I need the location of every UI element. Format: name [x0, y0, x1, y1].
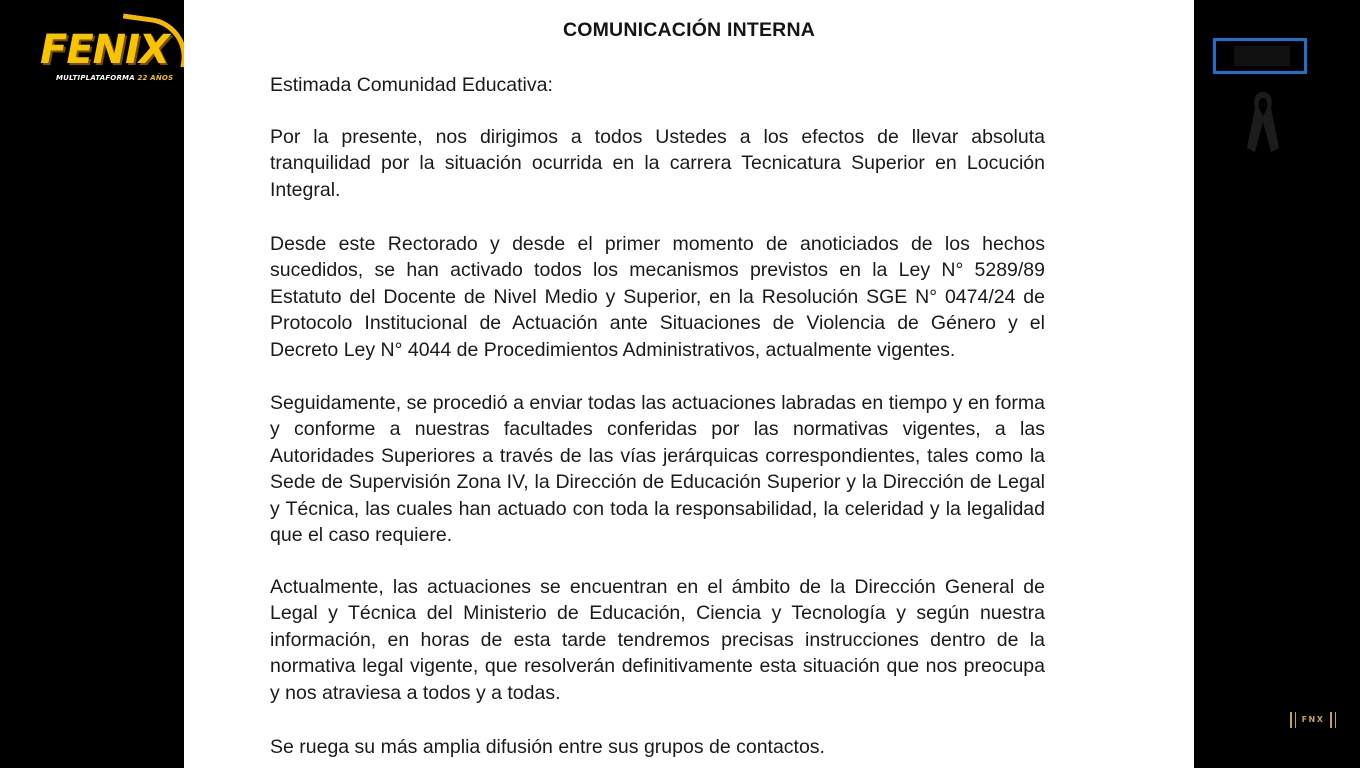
logo-word: FENIX — [40, 27, 169, 73]
document-page — [184, 0, 1194, 768]
logo-subtitle-text: MULTIPLATAFORMA — [56, 74, 135, 82]
watermark-text: FNX — [1301, 715, 1325, 724]
overlay-box-fill — [1234, 46, 1290, 66]
document-title: COMUNICACIÓN INTERNA — [562, 19, 816, 41]
document-paragraph: Por la presente, nos dirigimos a todos Ustedes a los efectos de llevar absoluta tranquilidad por la situación ocurrida en la carrera Tecnicatura Superior en Locución Integral. — [270, 126, 1045, 201]
overlay-box — [1213, 38, 1307, 74]
document-paragraph: Actualmente, las actuaciones se encuentran en el ámbito de la Dirección General de Legal y Técnica del Ministerio de Educación, Ciencia y Tecnología y según nuestra información, en horas de esta tarde tendremos precisas instrucciones dentro de la normativa legal vigente, que resolverán definitivamente esta situación que nos preocupa y nos atraviesa a todos y a todas. — [270, 576, 1045, 704]
logo-years: 22 AÑOS — [137, 74, 174, 82]
watermark-bars-right-icon — [1330, 712, 1336, 728]
logo-subtitle — [56, 74, 173, 82]
document-paragraph: Seguidamente, se procedió a enviar todas las actuaciones labradas en tiempo y en forma y conforme a nuestras facultades conferidas por las normativas vigentes, a las Autoridades Superiores a través de las vías jerárquicas correspondientes, tales como la Sede de Supervisión Zona IV, la Dirección de Educación Superior y la Dirección de Legal y Técnica, las cuales han actuado con toda la responsabilidad, la celeridad y la legalidad que el caso requiere. — [270, 392, 1045, 547]
mourning-ribbon-icon — [1243, 86, 1283, 156]
fnx-watermark — [1290, 710, 1336, 730]
fenix-logo — [36, 18, 188, 88]
watermark-bars-left-icon — [1290, 712, 1296, 728]
document-paragraph: Desde este Rectorado y desde el primer momento de anoticiados de los hechos sucedidos, se han activado todos los mecanismos previstos en la Ley N° 5289/89 Estatuto del Docente de Nivel Medio y Superior, en la Resolución SGE N° 0474/24 de Protocolo Institucional de Actuación ante Situaciones de Violencia de Género y el Decreto Ley N° 4044 de Procedimientos Administrativos, actualmente vigentes. — [270, 233, 1045, 361]
document-greeting: Estimada Comunidad Educativa: — [270, 74, 553, 96]
document-paragraph: Se ruega su más amplia difusión entre sus grupos de contactos. — [270, 736, 825, 758]
